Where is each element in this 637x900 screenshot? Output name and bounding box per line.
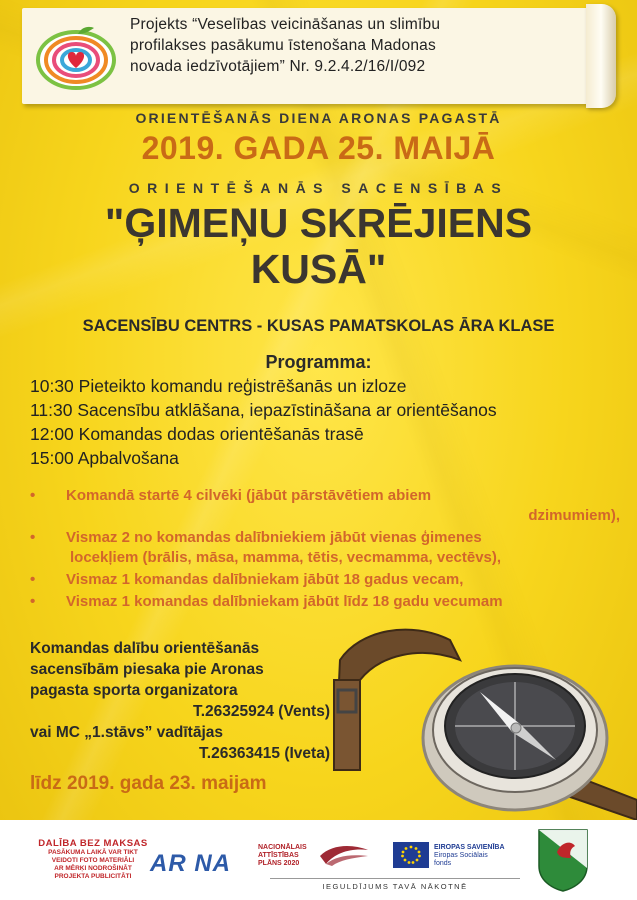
competition-subheading: ORIENTĒŠANĀS SACENSĪBAS (128, 180, 509, 196)
registration-line: pagasta sporta organizatora (30, 682, 238, 699)
photo-notice-line: AR MĒRĶI NODROŠINĀT (54, 865, 132, 872)
footer-logos (0, 820, 637, 900)
latvia-flag-swoosh-icon (318, 842, 370, 866)
event-title-line: "ĢIMEŅU SKRĒJIENS (104, 200, 533, 246)
program-list (30, 374, 630, 470)
program-item: 12:00 Komandas dodas orientēšanās trasē (30, 424, 364, 444)
phone-vents: T.26325924 (Vents) (192, 703, 330, 720)
registration-info (30, 638, 330, 764)
event-title (0, 200, 637, 292)
project-description (130, 14, 600, 77)
rule-line: Komandā startē 4 cilvēki (jābūt pārstāvētiem abiem (66, 487, 432, 504)
registration-deadline: līdz 2019. gada 23. maijam (30, 773, 267, 794)
eu-esf-label (434, 844, 514, 868)
program-title: Programma: (265, 352, 372, 372)
bullet-icon: • (30, 593, 36, 610)
program-item: 15:00 Apbalvošana (30, 448, 179, 468)
photo-notice-line: PROJEKTA PUBLICITĀTI (54, 873, 132, 880)
eu-line: EIROPAS SAVIENĪBA (434, 844, 505, 851)
nap-line: ATTĪSTĪBAS (258, 852, 299, 859)
program-item: 11:30 Sacensību atklāšana, iepazīstināšana ar orientēšanos (30, 400, 497, 420)
rule-line: Vismaz 2 no komandas dalībniekiem jābūt vienas ģimenes (66, 529, 482, 546)
eu-line: Eiropas Sociālais (434, 852, 488, 859)
project-line: Projekts “Veselības veicināšanas un slimību (130, 16, 441, 33)
eu-flag-icon (393, 842, 429, 868)
arona-logo: AR NA (150, 850, 231, 877)
phone-iveta: T.26363415 (Iveta) (199, 745, 330, 762)
eu-line: fonds (434, 860, 452, 867)
photo-notice-line: PASĀKUMA LAIKĀ VAR TIKT (48, 849, 138, 856)
project-line: profilakses pasākumu īstenošana Madonas (130, 37, 436, 54)
registration-line: sacensībām piesaka pie Aronas (30, 661, 264, 678)
program-item: 10:30 Pieteikto komandu reģistrēšanās un izloze (30, 376, 407, 396)
competition-center: SACENSĪBU CENTRS - KUSAS PAMATSKOLAS ĀRA KLASE (82, 317, 555, 335)
rule-line: locekļiem (brālis, māsa, mamma, tētis, vecmamma, vectēvs), (70, 549, 502, 566)
rule-line: Vismaz 1 komandas dalībniekam jābūt līdz 18 gadu vecumam (66, 593, 503, 610)
investment-slogan: IEGULDĪJUMS TAVĀ NĀKOTNĒ (270, 878, 520, 891)
photo-notice-line: VEIDOTI FOTO MATERIĀLI (51, 857, 135, 864)
bullet-icon: • (30, 529, 36, 546)
apple-heart-logo (30, 20, 122, 92)
registration-line: vai MC „1.stāvs” vadītājas (30, 724, 223, 741)
nap-line: PLĀNS 2020 (258, 860, 300, 867)
event-day-heading: ORIENTĒŠANĀS DIENA ARONAS PAGASTĀ (135, 110, 502, 126)
compass-image (320, 620, 637, 820)
rule-line: dzimumiem), (528, 507, 620, 524)
free-participation-note (38, 838, 148, 881)
project-line: novada iedzīvotājiem” Nr. 9.2.4.2/16/I/092 (130, 58, 426, 75)
rule-line: Vismaz 1 komandas dalībniekam jābūt 18 gadus vecam, (66, 571, 464, 588)
nap-line: NACIONĀLAIS (258, 844, 307, 851)
registration-line: Komandas dalību orientēšanās (30, 640, 260, 657)
bullet-icon: • (30, 487, 36, 504)
bullet-icon: • (30, 571, 36, 588)
event-title-line: KUSĀ" (250, 246, 387, 292)
madona-coat-of-arms-icon (537, 828, 589, 892)
event-date: 2019. GADA 25. MAIJĀ (141, 130, 496, 166)
free-participation-title: DALĪBA BEZ MAKSAS (38, 838, 148, 849)
